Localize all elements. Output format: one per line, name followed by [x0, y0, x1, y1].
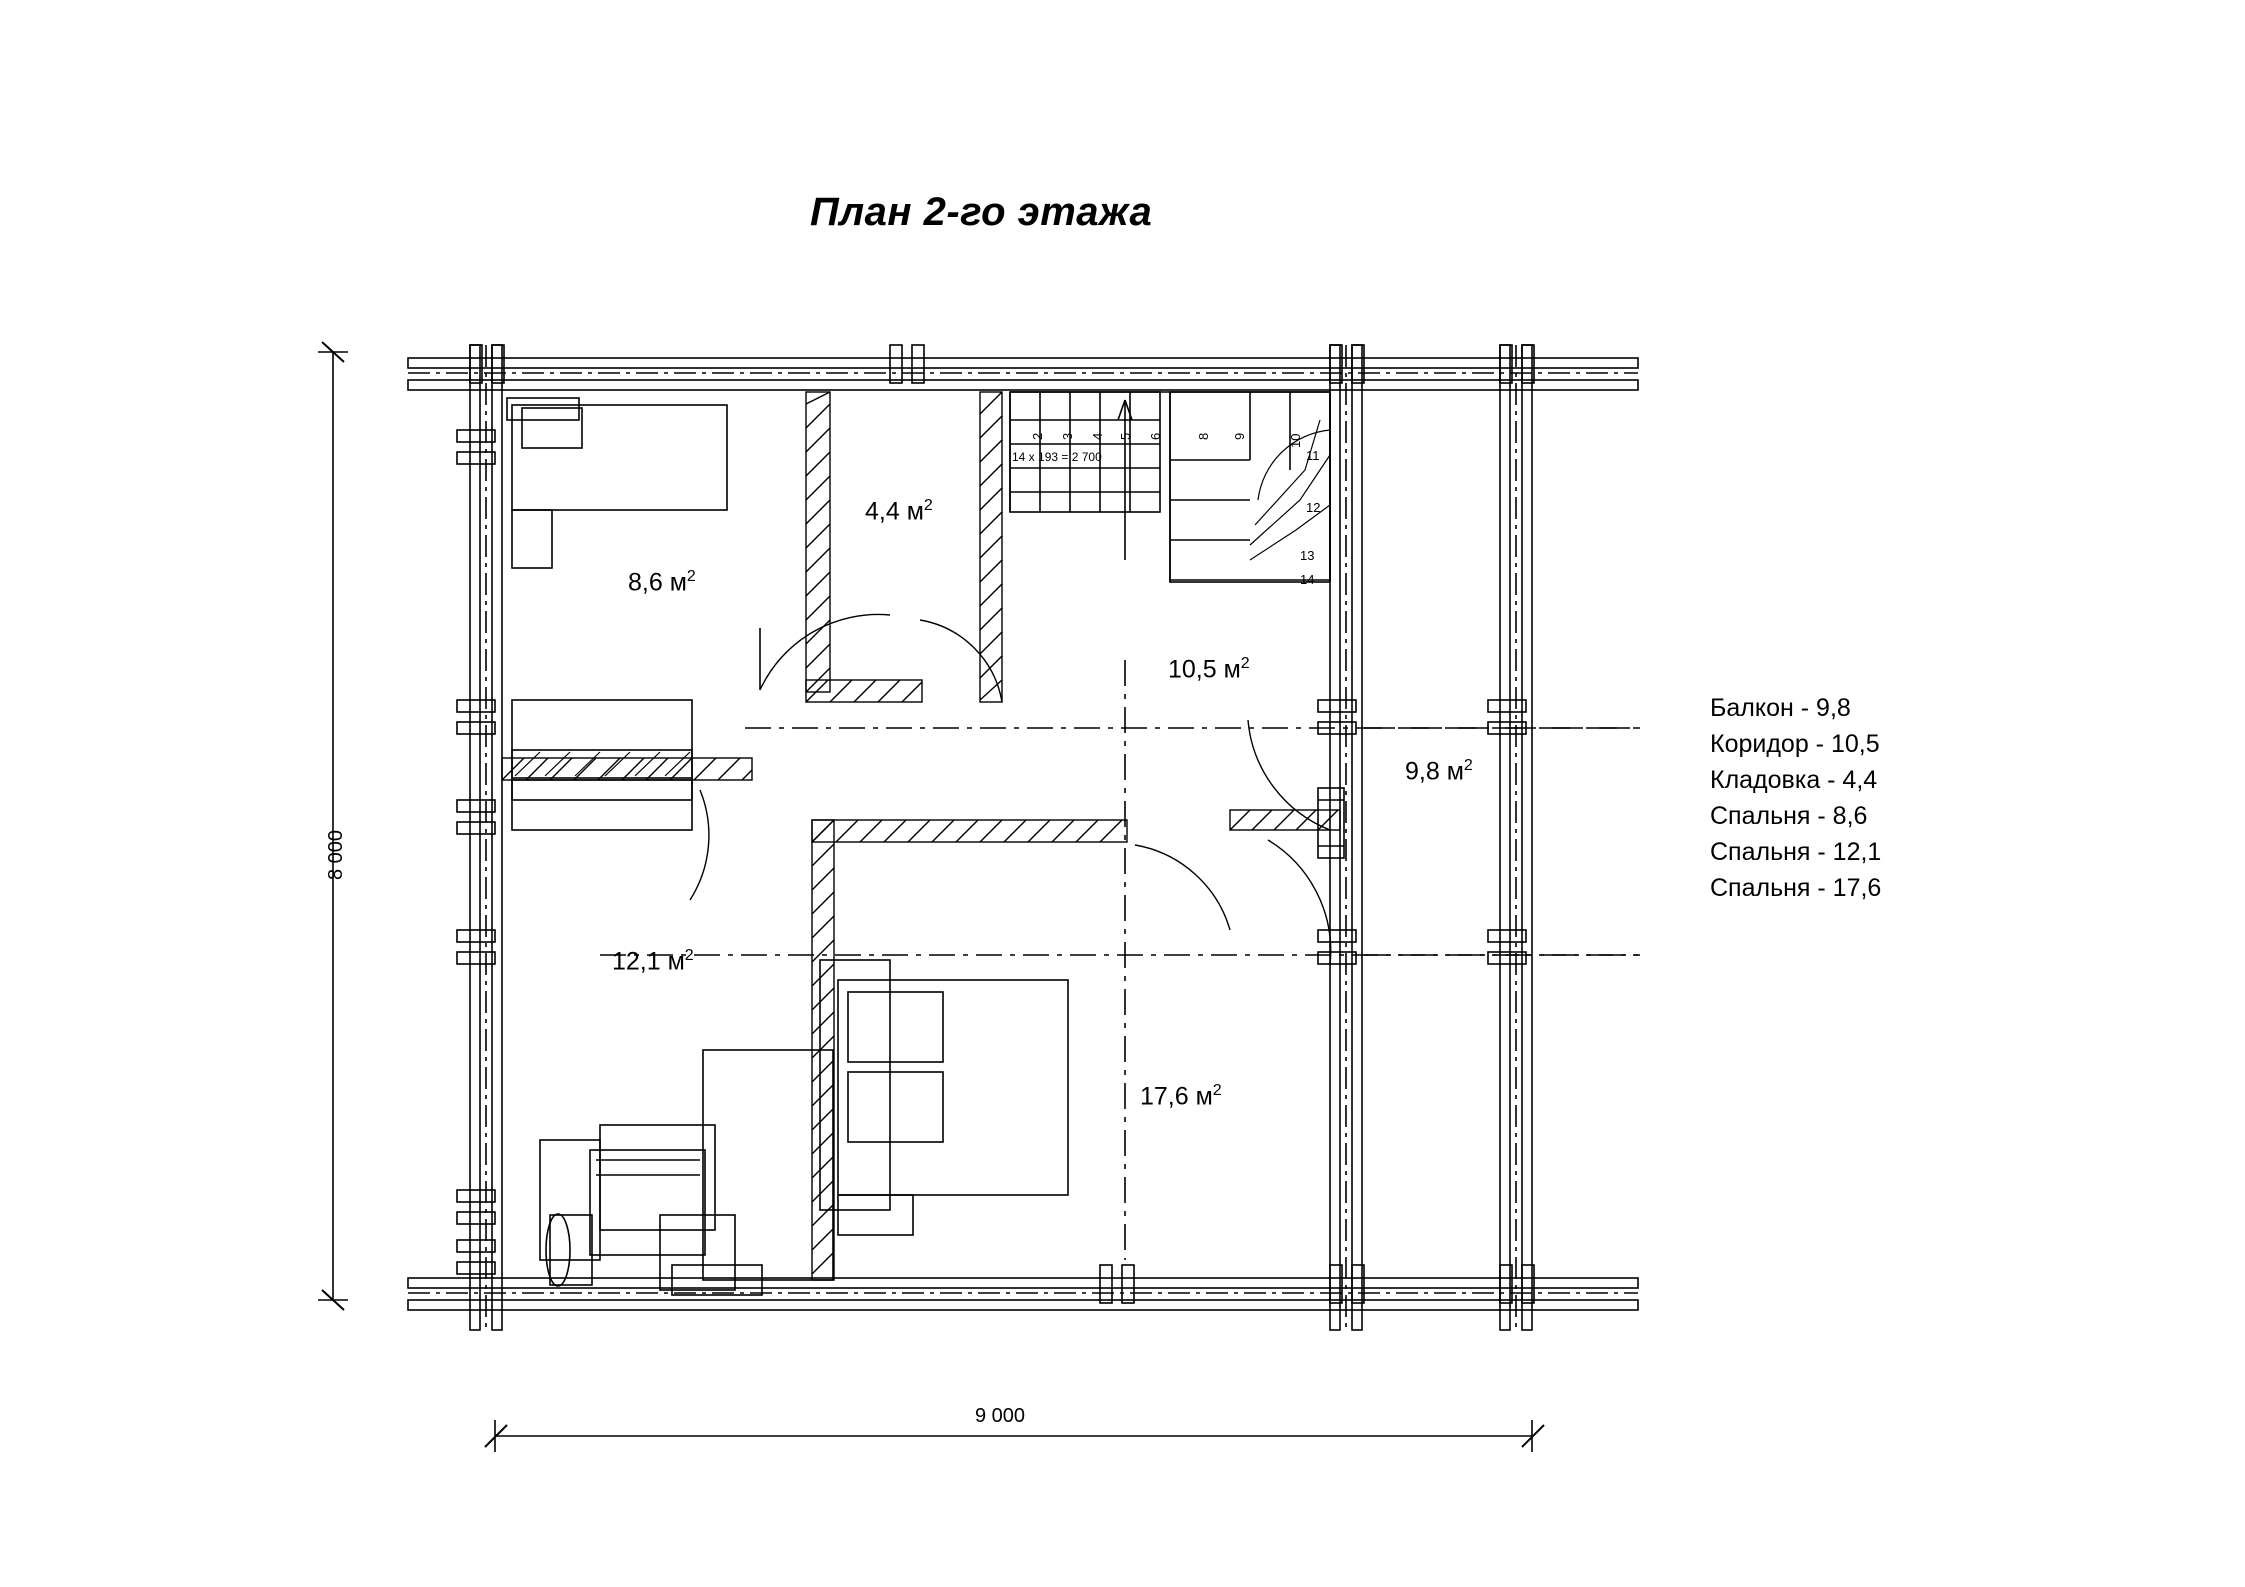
stair-step-number: 2 [1030, 432, 1045, 440]
stair-step-number: 10 [1288, 433, 1303, 448]
stair-step-number: 11 [1306, 448, 1320, 463]
room-area-bedroom-17-6: 17,6 $м^2$ [1140, 1082, 1222, 1111]
dimension-height-label: 8 000 [325, 829, 347, 880]
stair-step-number: 3 [1060, 432, 1075, 440]
stair-step-number: 6 [1148, 432, 1163, 440]
legend-item-bedroom-17-6: Спальня - 17,6 [1710, 874, 1882, 902]
room-area-bedroom-12-1: 12,1 $м^2$ [612, 947, 694, 976]
room-area-corridor-10-5: 10,5 $м^2$ [1168, 655, 1250, 684]
legend-item-balcony: Балкон - 9,8 [1710, 694, 1851, 722]
legend [1710, 690, 1881, 906]
legend-item-storage: Кладовка - 4,4 [1710, 766, 1878, 794]
legend-item-corridor: Коридор - 10,5 [1710, 730, 1880, 758]
stair-run-label: 14 x 193 = 2 700 [1012, 450, 1102, 464]
stair-step-number: 12 [1306, 500, 1321, 515]
legend-item-bedroom-8-6: Спальня - 8,6 [1710, 802, 1868, 830]
room-area-bedroom-8-6: 8,6 $м^2$ [628, 568, 696, 597]
stair-step-number: 5 [1118, 432, 1133, 440]
stair-step-number: 14 [1300, 572, 1315, 587]
legend-item-bedroom-12-1: Спальня - 12,1 [1710, 838, 1882, 866]
stair-step-number: 13 [1300, 548, 1315, 563]
stair-step-number: 4 [1090, 432, 1105, 440]
stair-step-number: 8 [1196, 432, 1211, 440]
stair-step-number: 9 [1232, 432, 1247, 440]
room-area-storage-4-4: 4,4 $м^2$ [865, 497, 933, 526]
dimension-width-label: 9 000 [975, 1405, 1026, 1427]
page-title: План 2-го этажа [810, 190, 1153, 234]
room-area-balcony-9-8: 9,8 $м^2$ [1405, 757, 1473, 786]
